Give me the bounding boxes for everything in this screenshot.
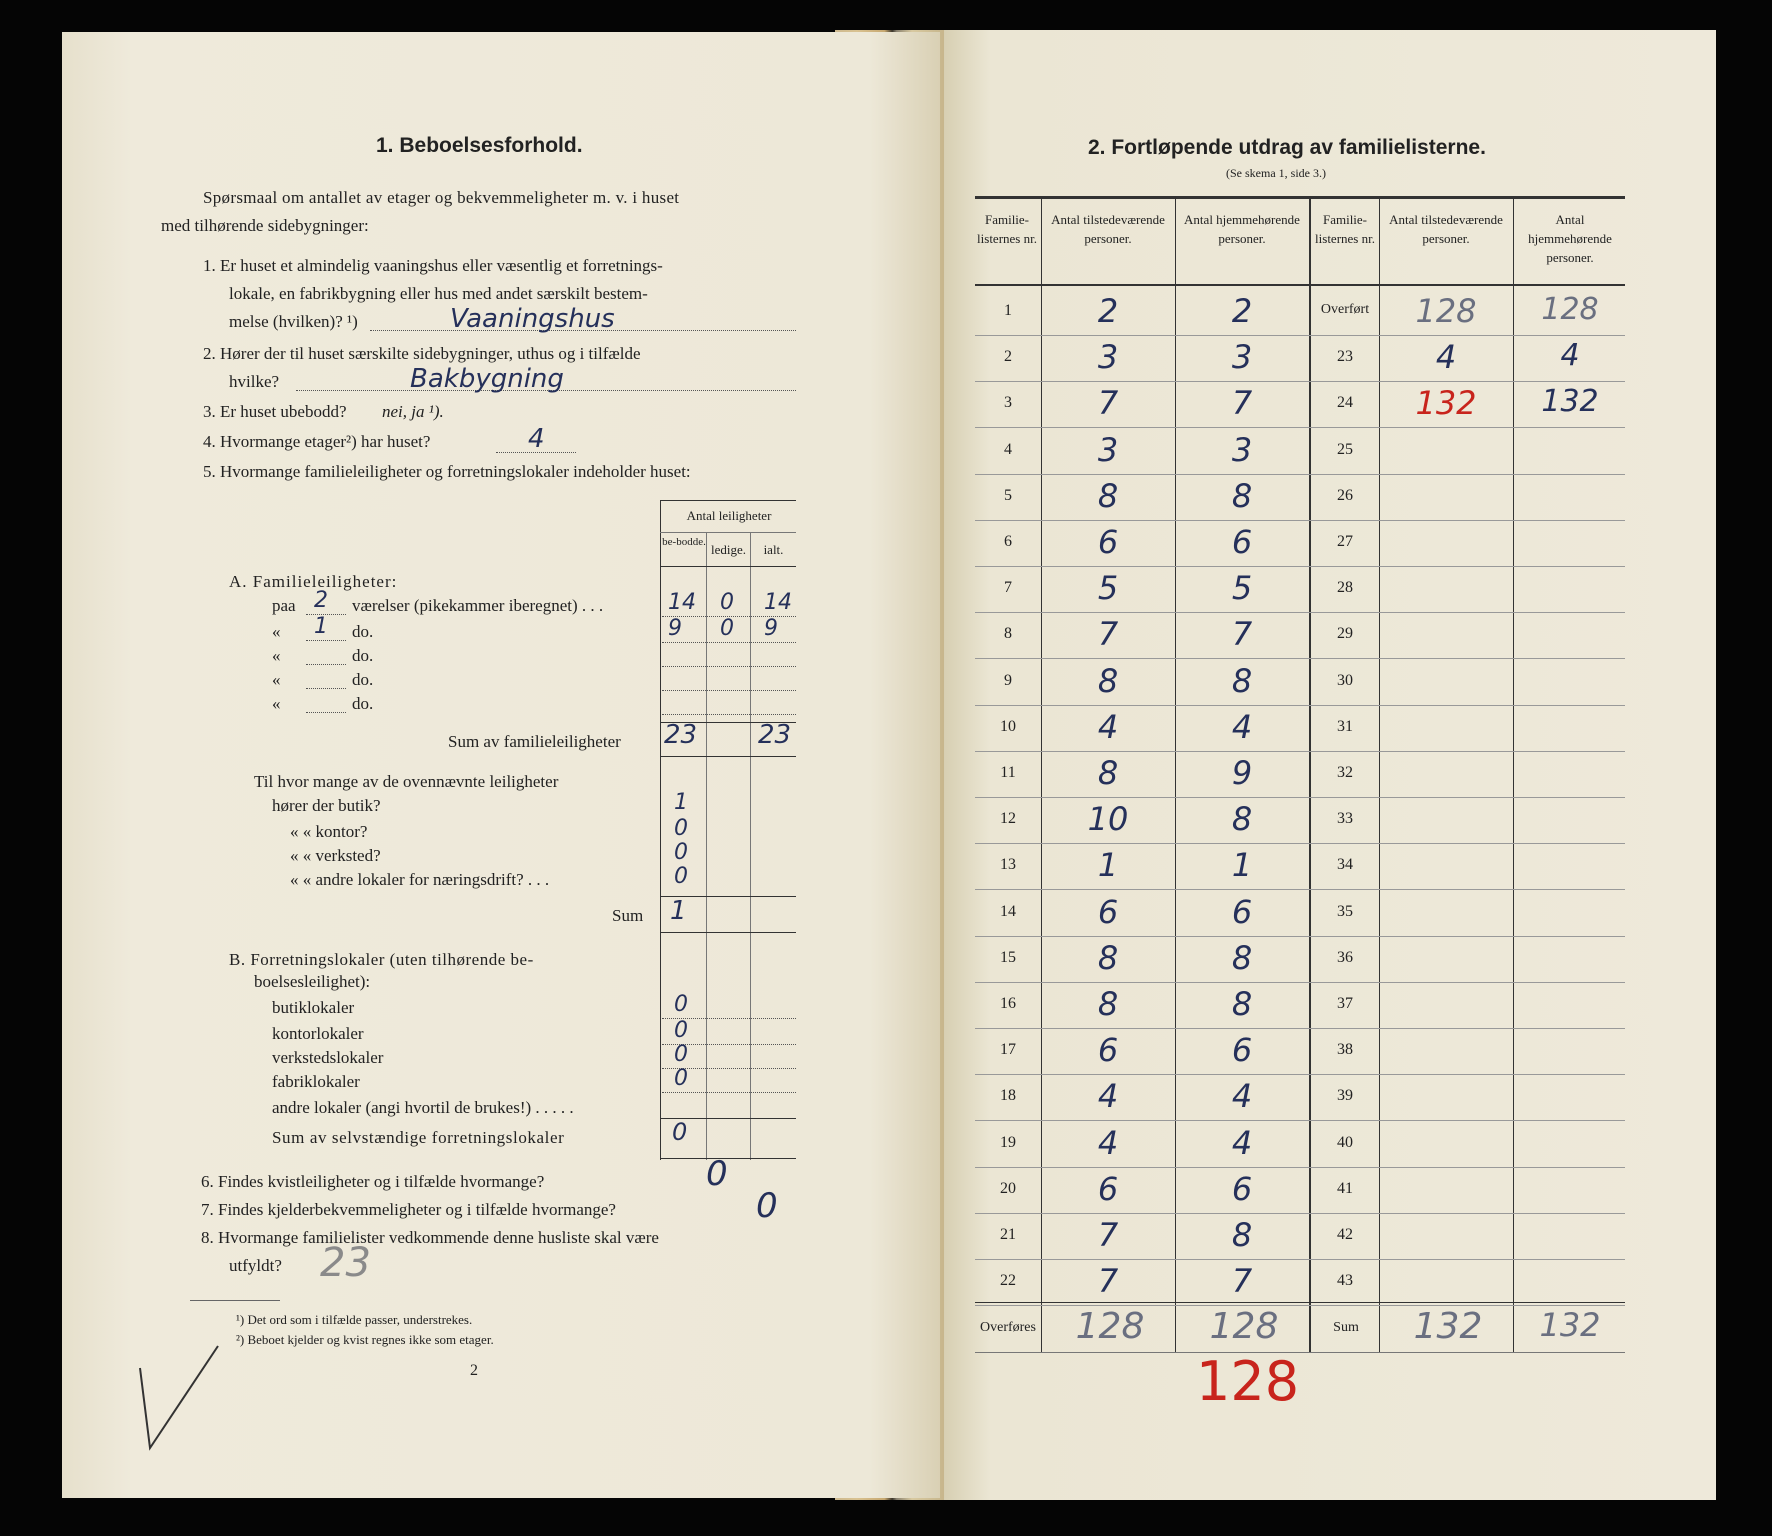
question-6: 6. Findes kvistleiligheter og i tilfælde hvormange? — [201, 1172, 545, 1191]
a-row-text: do. — [352, 646, 374, 665]
question-4: 4. Hvormange etager²) har huset? — [203, 432, 431, 451]
question-7: 7. Findes kjelderbekvemmeligheter og i tilfælde hvormange? — [201, 1200, 616, 1219]
shop-row-value: 1 — [674, 790, 688, 815]
shop-sum-bottom-rule — [660, 932, 796, 933]
row-nr-right: 29 — [1337, 625, 1353, 642]
a-row-bebodde: 14 — [668, 590, 696, 615]
a-row-rooms-line — [306, 688, 346, 689]
row-hjemme-left: 8 — [1231, 985, 1253, 1023]
table-header: Antal leiligheter — [686, 508, 772, 523]
a-row-label: « — [272, 646, 281, 665]
right-row-rule — [975, 751, 1625, 752]
a-row-label: « — [272, 670, 281, 689]
row-tilstede-left: 2 — [1097, 292, 1119, 330]
right-row-rule — [975, 843, 1625, 844]
row-nr-right: 35 — [1337, 903, 1353, 920]
row-nr-left: 15 — [1000, 949, 1016, 966]
a-row-text: værelser (pikekammer iberegnet) . . . — [352, 596, 604, 615]
col-header-tilstede-2: Antal tilstedeværende personer. — [1389, 212, 1503, 246]
footer-right-label: Sum — [1333, 1320, 1359, 1335]
a-row-ialt: 9 — [764, 616, 778, 641]
answer-4-handwritten: 4 — [528, 424, 545, 454]
sum-family-ialt: 23 — [758, 720, 792, 750]
row-nr-left: 9 — [1004, 672, 1012, 689]
right-row-rule — [975, 612, 1625, 613]
shop-row-value: 0 — [674, 816, 688, 841]
row-nr-right: 37 — [1337, 995, 1353, 1012]
footer-left-label: Overføres — [980, 1320, 1036, 1335]
a-row-label: « — [272, 694, 281, 713]
a-row-text: do. — [352, 622, 374, 641]
col-header-nr-2: Familie-listernes nr. — [1315, 212, 1375, 246]
row-nr-right: 33 — [1337, 810, 1353, 827]
shop-row-text: « « verksted? — [290, 846, 381, 865]
a-row-rooms-line — [306, 640, 346, 641]
b-row-value: 0 — [674, 1066, 688, 1091]
b-sum-label: Sum av selvstændige forretningslokaler — [272, 1128, 565, 1147]
row-nr-left: 20 — [1000, 1180, 1016, 1197]
row-tilstede-left: 8 — [1097, 477, 1119, 515]
row-tilstede-left: 8 — [1097, 985, 1119, 1023]
row-tilstede-left: 4 — [1097, 1124, 1119, 1162]
row-tilstede-left: 6 — [1097, 1170, 1119, 1208]
right-row-rule — [975, 1120, 1625, 1121]
question-1-line-1: 1. Er huset et almindelig vaaningshus eller væsentlig et forretnings- — [203, 256, 663, 275]
shop-question: Til hvor mange av de ovennævnte leiligheter — [254, 772, 559, 791]
section-b-heading-2: boelsesleilighet): — [254, 972, 371, 991]
right-row-rule — [975, 1167, 1625, 1168]
row-nr-right: 40 — [1337, 1134, 1353, 1151]
question-3-options: nei, ja ¹). — [382, 402, 444, 421]
question-2-line-1: 2. Hører der til huset særskilte sidebygninger, uthus og i tilfælde — [203, 344, 641, 363]
row-hjemme-left: 9 — [1231, 754, 1253, 792]
right-row-rule — [975, 658, 1625, 659]
a-row-ledige: 0 — [720, 590, 734, 615]
table-subheader-rule — [660, 566, 796, 567]
row-tilstede-left: 1 — [1097, 846, 1119, 884]
right-row-rule — [975, 381, 1625, 382]
row-hjemme-left: 6 — [1231, 523, 1253, 561]
b-sum-bottom-rule — [660, 1158, 796, 1159]
a-row-ialt: 14 — [764, 590, 792, 615]
row-tilstede-left: 4 — [1097, 1077, 1119, 1115]
row-nr-left: 16 — [1000, 995, 1016, 1012]
col-ialt: ialt. — [763, 542, 784, 557]
row-nr-left: 10 — [1000, 718, 1016, 735]
shop-sum-value: 1 — [670, 896, 687, 926]
right-row-rule — [975, 474, 1625, 475]
row-nr-left: 22 — [1000, 1272, 1016, 1289]
shop-row-text: hører der butik? — [272, 796, 381, 815]
right-row-rule — [975, 982, 1625, 983]
row-tilstede-left: 4 — [1097, 708, 1119, 746]
row-nr-left: 5 — [1004, 487, 1012, 504]
row-tilstede-left: 7 — [1097, 1262, 1119, 1300]
b-row-value: 0 — [674, 1042, 688, 1067]
shop-sum-label: Sum — [612, 906, 644, 925]
row-nr-left: 8 — [1004, 625, 1012, 642]
row-hjemme-left: 7 — [1231, 615, 1253, 653]
right-row-rule — [975, 936, 1625, 937]
footnote-2: ²) Beboet kjelder og kvist regnes ikke som etager. — [236, 1332, 494, 1347]
row-nr-right: 28 — [1337, 579, 1353, 596]
row-hjemme-left: 8 — [1231, 662, 1253, 700]
right-section-title: 2. Fortløpende utdrag av familielisterne. — [1088, 136, 1486, 159]
row-nr-right: 23 — [1337, 348, 1353, 365]
question-1-line-2: lokale, en fabrikbygning eller hus med andet særskilt bestem- — [229, 284, 648, 303]
a-row-rooms: 2 — [314, 588, 328, 613]
row-nr-right: 27 — [1337, 533, 1353, 550]
a-row-rule — [662, 690, 796, 691]
col-bebodde: be-bodde. — [662, 536, 706, 548]
row-hjemme-left: 1 — [1231, 846, 1253, 884]
row-nr-left: 12 — [1000, 810, 1016, 827]
row-nr-left: 4 — [1004, 441, 1012, 458]
a-row-rooms-line — [306, 712, 346, 713]
row-tilstede-left: 8 — [1097, 939, 1119, 977]
footnote-1: ¹) Det ord som i tilfælde passer, understrekes. — [236, 1312, 473, 1327]
row-hjemme-left: 6 — [1231, 1170, 1253, 1208]
col-header-nr-1: Familie-listernes nr. — [977, 212, 1037, 246]
b-row-text: andre lokaler (angi hvortil de brukes!) . . . . . — [272, 1098, 574, 1117]
row-nr-right: 41 — [1337, 1180, 1353, 1197]
section-a-heading: A. Familieleiligheter: — [229, 572, 398, 591]
row-hjemme-right: 132 — [1541, 384, 1599, 419]
row-tilstede-left: 6 — [1097, 1031, 1119, 1069]
left-page — [62, 32, 940, 1498]
sum-family-bottom-rule — [660, 756, 796, 757]
a-row-rooms: 1 — [314, 614, 328, 639]
row-nr-left: 17 — [1000, 1041, 1016, 1058]
right-row-rule — [975, 889, 1625, 890]
footer-left-tilstede: 128 — [1075, 1306, 1145, 1347]
b-row-text: kontorlokaler — [272, 1024, 364, 1043]
right-vrule-2 — [1175, 196, 1176, 1352]
answer-7-handwritten: 0 — [756, 1186, 778, 1226]
answer-8-handwritten: 23 — [320, 1240, 371, 1286]
row-nr-left: 18 — [1000, 1087, 1016, 1104]
a-row-bebodde: 9 — [668, 616, 682, 641]
footer-left-hjemme: 128 — [1209, 1306, 1279, 1347]
question-3: 3. Er huset ubebodd? — [203, 402, 347, 421]
b-row-value: 0 — [674, 1018, 688, 1043]
right-vrule-5 — [1513, 196, 1514, 1352]
row-nr-left: 6 — [1004, 533, 1012, 550]
right-row-rule — [975, 1028, 1625, 1029]
table-header-rule — [660, 532, 796, 533]
row-hjemme-left: 8 — [1231, 800, 1253, 838]
question-5: 5. Hvormange familieleiligheter og forretningslokaler indeholder huset: — [203, 462, 691, 481]
row-hjemme-left: 8 — [1231, 1216, 1253, 1254]
a-row-label: paa — [272, 596, 296, 615]
answer-6-handwritten: 0 — [706, 1154, 728, 1194]
row-hjemme-right: 4 — [1560, 338, 1580, 373]
col-header-tilstede-1: Antal tilstedeværende personer. — [1051, 212, 1165, 246]
row-nr-left: 13 — [1000, 856, 1016, 873]
right-row-rule — [975, 427, 1625, 428]
row-nr-left: 11 — [1000, 764, 1016, 781]
table-left-rule — [660, 500, 661, 1160]
footnote-rule — [190, 1300, 280, 1301]
b-row-value: 0 — [674, 992, 688, 1017]
question-8-line-2: utfyldt? — [229, 1256, 282, 1275]
row-tilstede-left: 6 — [1097, 523, 1119, 561]
row-nr-left: 14 — [1000, 903, 1016, 920]
row-nr-right: 25 — [1337, 441, 1353, 458]
row-nr-right: 30 — [1337, 672, 1353, 689]
shop-row-value: 0 — [674, 864, 688, 889]
row-tilstede-left: 5 — [1097, 569, 1119, 607]
b-row-text: verkstedslokaler — [272, 1048, 384, 1067]
row-hjemme-left: 2 — [1231, 292, 1253, 330]
table-col-rule-1 — [706, 532, 707, 1160]
table-col-rule-2 — [750, 532, 751, 1160]
row-nr-right: 31 — [1337, 718, 1353, 735]
row-nr-right: 43 — [1337, 1272, 1353, 1289]
question-8-line-1: 8. Hvormange familielister vedkommende denne husliste skal være — [201, 1228, 659, 1247]
row-tilstede-left: 3 — [1097, 431, 1119, 469]
right-row-rule — [975, 705, 1625, 706]
right-row-rule — [975, 335, 1625, 336]
row-hjemme-left: 3 — [1231, 338, 1253, 376]
row-hjemme-left: 8 — [1231, 477, 1253, 515]
right-row-rule — [975, 1213, 1625, 1214]
b-row-text: butiklokaler — [272, 998, 355, 1017]
right-vrule-4 — [1379, 196, 1380, 1352]
right-header-rule — [975, 284, 1625, 286]
a-row-rule — [662, 642, 796, 643]
right-table-top-rule — [975, 196, 1625, 199]
row-hjemme-left: 6 — [1231, 1031, 1253, 1069]
row-nr-right: 39 — [1337, 1087, 1353, 1104]
left-section-title: 1. Beboelsesforhold. — [376, 134, 583, 157]
row-nr-left: 21 — [1000, 1226, 1016, 1243]
col-header-hjemme-1: Antal hjemmehørende personer. — [1184, 212, 1300, 246]
row-hjemme-left: 4 — [1231, 1077, 1253, 1115]
row-hjemme-left: 7 — [1231, 1262, 1253, 1300]
right-row-rule — [975, 520, 1625, 521]
checkmark-icon — [130, 1338, 230, 1458]
page-number: 2 — [470, 1362, 478, 1379]
row-nr-left: 2 — [1004, 348, 1012, 365]
row-tilstede-left: 7 — [1097, 615, 1119, 653]
intro-line-2: med tilhørende sidebygninger: — [161, 216, 369, 235]
question-1-line-3: melse (hvilken)? ¹) — [229, 312, 358, 331]
right-row-rule — [975, 1074, 1625, 1075]
right-row-rule — [975, 797, 1625, 798]
row-tilstede-left: 7 — [1097, 384, 1119, 422]
row-tilstede-left: 10 — [1087, 800, 1129, 838]
a-row-label: « — [272, 622, 281, 641]
row-tilstede-right: 128 — [1415, 292, 1477, 330]
row-tilstede-right: 132 — [1415, 384, 1477, 422]
row-nr-right: 38 — [1337, 1041, 1353, 1058]
row-tilstede-left: 7 — [1097, 1216, 1119, 1254]
intro-line-1: Spørsmaal om antallet av etager og bekvemmeligheter m. v. i huset — [203, 188, 680, 207]
table-top-rule — [660, 500, 796, 501]
right-row-rule — [975, 1259, 1625, 1260]
row-nr-right: 24 — [1337, 394, 1353, 411]
shop-row-text: « « kontor? — [290, 822, 368, 841]
shop-row-text: « « andre lokaler for næringsdrift? . . . — [290, 870, 550, 889]
row-tilstede-left: 8 — [1097, 754, 1119, 792]
row-nr-right: 26 — [1337, 487, 1353, 504]
row-nr-left: 7 — [1004, 579, 1012, 596]
a-row-text: do. — [352, 694, 374, 713]
row-tilstede-left: 8 — [1097, 662, 1119, 700]
right-footer-rule — [975, 1302, 1625, 1303]
question-2-line-2: hvilke? — [229, 372, 280, 391]
row-nr-right: 34 — [1337, 856, 1353, 873]
a-row-text: do. — [352, 670, 374, 689]
right-bottom-rule — [975, 1352, 1625, 1353]
row-nr-left: 1 — [1004, 302, 1012, 319]
right-subtitle: (Se skema 1, side 3.) — [1226, 166, 1326, 180]
right-row-rule — [975, 566, 1625, 567]
row-hjemme-left: 4 — [1231, 1124, 1253, 1162]
answer-2-handwritten: Bakbygning — [410, 364, 564, 394]
row-hjemme-left: 3 — [1231, 431, 1253, 469]
row-nr-right: 32 — [1337, 764, 1353, 781]
row-nr-right: 36 — [1337, 949, 1353, 966]
a-row-rule — [662, 666, 796, 667]
section-b-heading-1: B. Forretningslokaler (uten tilhørende be- — [229, 950, 534, 969]
row-tilstede-right: 4 — [1435, 338, 1457, 376]
row-hjemme-left: 4 — [1231, 708, 1253, 746]
a-row-rooms-line — [306, 664, 346, 665]
red-total-handwritten: 128 — [1196, 1350, 1300, 1413]
col-header-hjemme-2: Antal hjemmehørende personer. — [1528, 212, 1612, 265]
answer-1-handwritten: Vaaningshus — [450, 304, 615, 334]
row-nr-left: 3 — [1004, 394, 1012, 411]
row-hjemme-left: 6 — [1231, 893, 1253, 931]
row-hjemme-left: 5 — [1231, 569, 1253, 607]
row-tilstede-left: 6 — [1097, 893, 1119, 931]
row-hjemme-right: 128 — [1541, 292, 1599, 327]
b-sum-value: 0 — [672, 1118, 688, 1146]
row-nr-right: Overført — [1320, 302, 1370, 317]
sum-family-label: Sum av familieleiligheter — [448, 732, 621, 751]
b-row-text: fabriklokaler — [272, 1072, 360, 1091]
a-row-ledige: 0 — [720, 616, 734, 641]
row-nr-left: 19 — [1000, 1134, 1016, 1151]
sum-family-bebodde: 23 — [664, 720, 698, 750]
col-ledige: ledige. — [710, 542, 746, 557]
a-row-rule — [662, 714, 796, 715]
shop-row-value: 0 — [674, 840, 688, 865]
row-hjemme-left: 8 — [1231, 939, 1253, 977]
row-tilstede-left: 3 — [1097, 338, 1119, 376]
right-vrule-1 — [1041, 196, 1042, 1352]
footer-right-tilstede: 132 — [1413, 1306, 1483, 1347]
row-nr-right: 42 — [1337, 1226, 1353, 1243]
b-row-rule — [662, 1092, 796, 1093]
row-hjemme-left: 7 — [1231, 384, 1253, 422]
footer-right-hjemme: 132 — [1539, 1306, 1601, 1344]
